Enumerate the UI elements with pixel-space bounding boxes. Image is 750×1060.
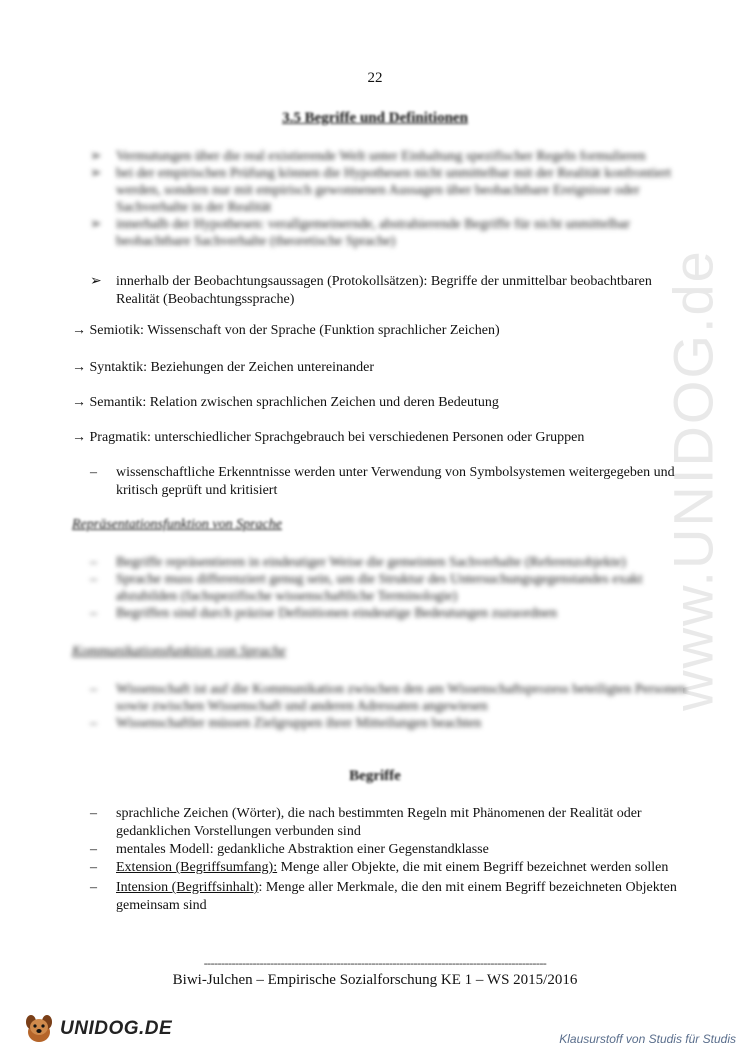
- bullet-text: innerhalb der Beobachtungsaussagen (Protokollsätzen): Begriffe der unmittelbar beobachtbaren Realität (Beobachtungssprache): [116, 274, 652, 307]
- list-item: [90, 805, 690, 841]
- item-text: Begriffen sind durch präzise Definitionen eindeutige Bedeutungen zuzuordnen: [116, 606, 557, 621]
- list-item: [90, 571, 690, 605]
- intension-term: Intension (Begriffsinhalt): [116, 880, 259, 895]
- list-item: [90, 216, 690, 250]
- dash-marker: –: [90, 555, 97, 570]
- pragmatik-dash: [90, 464, 690, 500]
- list-item: [90, 879, 690, 915]
- dog-icon: [22, 1012, 56, 1046]
- dash-marker: –: [90, 806, 97, 821]
- list-item: [90, 859, 690, 877]
- tagline: Klausurstoff von Studis für Studis: [559, 1032, 736, 1046]
- list-item: [90, 165, 690, 216]
- dash-marker: –: [90, 842, 97, 857]
- dash-marker: –: [90, 716, 97, 731]
- begriffe-heading: Begriffe: [349, 768, 401, 784]
- komm-list: [90, 681, 690, 732]
- item-text: Sprache muss differenziert genug sein, um die Struktur des Untersuchungsgegenstandes exakt abzubilden (fachspezifische wissenschaftliche Terminologie): [116, 572, 643, 604]
- list-item: [90, 681, 690, 715]
- bullet-text: Vermutungen über die real existierende Welt unter Einhaltung spezifischer Regeln formulieren: [116, 149, 646, 164]
- item-text: Begriffe repräsentieren in eindeutiger Weise die gemeinten Sachverhalte (Referenzobjekte): [116, 555, 626, 570]
- semiotik-line: → Semiotik: Wissenschaft von der Sprache (Funktion sprachlicher Zeichen): [72, 323, 500, 338]
- dash-marker: –: [90, 606, 97, 621]
- dash-marker: –: [90, 860, 97, 875]
- bullet-marker: ➢: [90, 149, 102, 164]
- bullet-text: innerhalb der Hypothesen: verallgemeinernde, abstrahierende Begriffe für nicht unmittelbar beobachtbare Sachverhalte (theoretische Sprache): [116, 217, 631, 249]
- item-text: : Menge aller Merkmale, die den mit einem Begriff bezeichneten Objekten gemeinsam sind: [116, 880, 677, 913]
- bullet-marker: ➢: [90, 274, 102, 289]
- pragmatik-line: → Pragmatik: unterschiedlicher Sprachgebrauch bei verschiedenen Personen oder Gruppen: [72, 430, 585, 445]
- watermark-text: www.UNIDOG.de: [661, 249, 725, 711]
- begriffe-list: [90, 805, 690, 915]
- visible-bullet: [90, 273, 690, 309]
- bullet-marker: ➢: [90, 217, 102, 232]
- footer-text: Biwi-Julchen – Empirische Sozialforschung KE 1 – WS 2015/2016: [172, 972, 578, 988]
- logo-text: UNIDOG.DE: [60, 1018, 173, 1039]
- list-item: [90, 554, 690, 571]
- bullet-marker: ➢: [90, 166, 102, 181]
- dash-marker: –: [90, 880, 97, 895]
- bullet-text: bei der empirischen Prüfung können die Hypothesen nicht unmittelbar mit der Realität konfrontiert werden, sondern nur mit empirisch gewonnenen Aussagen über beobachtbare Ereignisse oder Sachverhalte in der Realität: [116, 166, 672, 215]
- repr-list: [90, 554, 690, 622]
- unidog-logo[interactable]: [22, 1012, 172, 1046]
- item-text: sprachliche Zeichen (Wörter), die nach bestimmten Regeln mit Phänomenen der Realität oder gedanklichen Vorstellungen verbunden sind: [116, 806, 642, 839]
- komm-heading: Kommunikationsfunktion von Sprache: [72, 644, 286, 659]
- syntaktik-line: → Syntaktik: Beziehungen der Zeichen untereinander: [72, 360, 375, 375]
- list-item: [90, 273, 690, 309]
- section-title: 3.5 Begriffe und Definitionen: [282, 110, 468, 126]
- item-text: mentales Modell: gedankliche Abstraktion einer Gegenstandklasse: [116, 842, 489, 857]
- item-text: Menge aller Objekte, die mit einem Begriff bezeichnet werden sollen: [277, 860, 669, 875]
- list-item: [90, 715, 690, 732]
- dash-marker: –: [90, 465, 97, 480]
- item-text: Wissenschaft ist auf die Kommunikation zwischen den am Wissenschaftsprozess beteiligten Personen sowie zwischen Wissenschaft und anderen Adressaten angewiesen: [116, 682, 687, 714]
- dash-marker: –: [90, 572, 97, 587]
- dash-marker: –: [90, 682, 97, 697]
- list-item: [90, 605, 690, 622]
- list-item: [90, 148, 690, 165]
- item-text: Wissenschaftler müssen Zielgruppen ihrer Mitteilungen beachten: [116, 716, 482, 731]
- dash-text: wissenschaftliche Erkenntnisse werden unter Verwendung von Symbolsystemen weitergegeben und kritisch geprüft und kritisiert: [116, 465, 675, 498]
- footer-rule: --------------------------------------------------------------------------------------------------: [203, 956, 547, 970]
- blurred-bullet-list: [90, 148, 690, 250]
- page-number: 22: [367, 70, 383, 86]
- list-item: [90, 841, 690, 859]
- repr-heading: Repräsentationsfunktion von Sprache: [72, 517, 282, 532]
- list-item: [90, 464, 690, 500]
- extension-term: Extension (Begriffsumfang):: [116, 860, 278, 875]
- semantik-line: → Semantik: Relation zwischen sprachlichen Zeichen und deren Bedeutung: [72, 395, 499, 410]
